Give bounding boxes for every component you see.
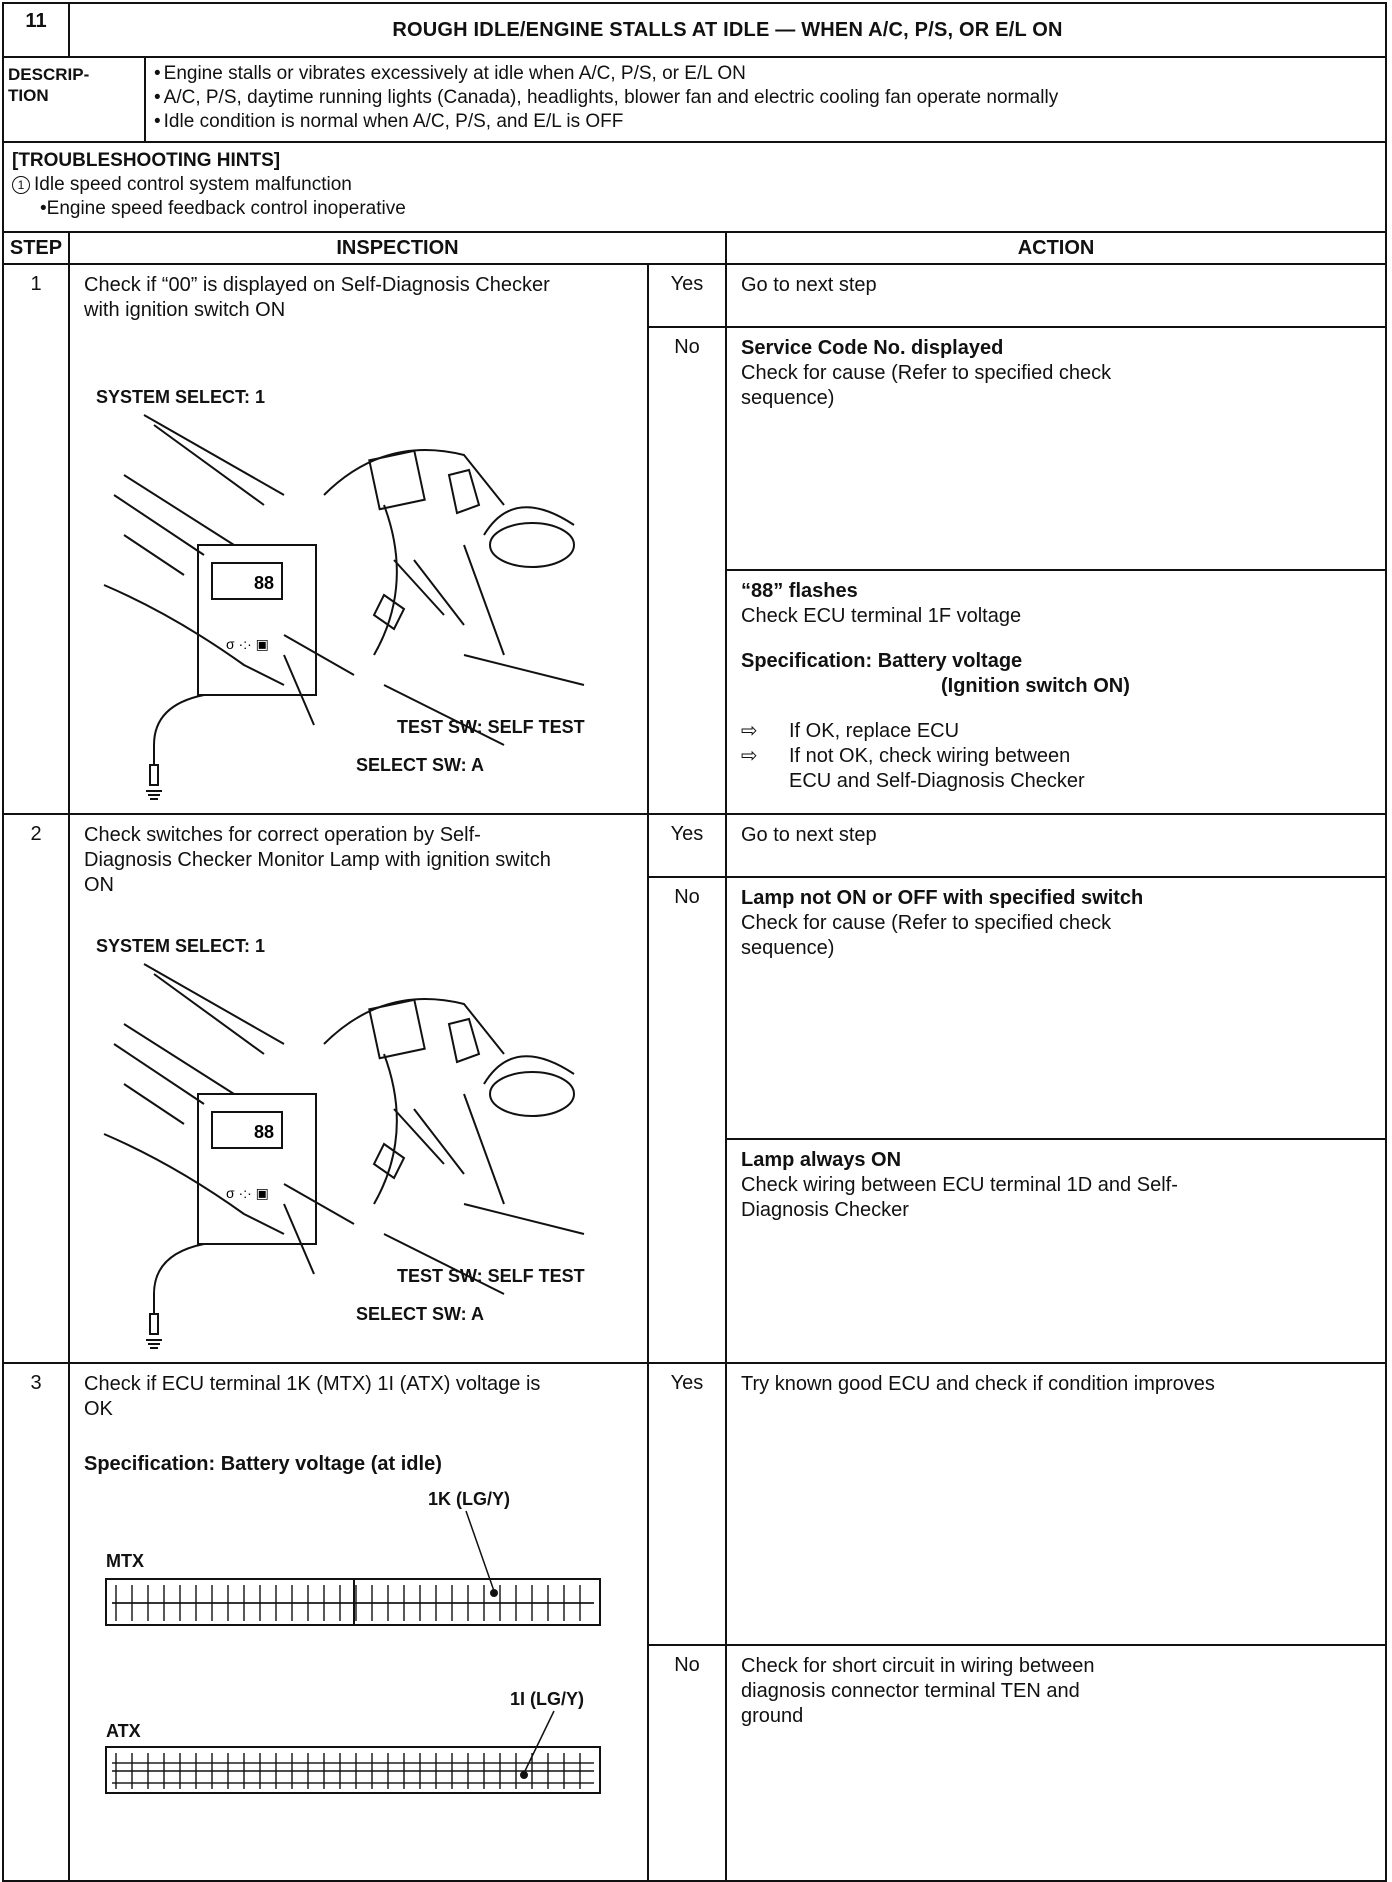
checker-display: 88 <box>254 1122 275 1142</box>
procedure-title: ROUGH IDLE/ENGINE STALLS AT IDLE — WHEN A/C, P/S, OR E/L ON <box>69 3 1386 57</box>
description-item: • Idle condition is normal when A/C, P/S, and E/L is OFF <box>154 110 1377 134</box>
description-item: • Engine stalls or vibrates excessively at idle when A/C, P/S, or E/L ON <box>154 62 1377 86</box>
troubleshooting-table <box>2 2 1387 1882</box>
column-header-action: ACTION <box>726 232 1386 264</box>
atx-label: ATX <box>106 1721 141 1741</box>
yes-action: Go to next step <box>726 264 1386 327</box>
checker-connection-diagram: SYSTEM SELECT: 1 88 σ ·:· ▣ TEST SW: SELF TEST SELECT SW: A <box>84 934 624 1354</box>
checker-display: 88 <box>254 573 275 593</box>
svg-text:σ ·:· ▣: σ ·:· ▣ <box>226 636 269 652</box>
atx-pin-label: 1I (LG/Y) <box>510 1689 585 1709</box>
arrow-right-icon: ⇨ <box>741 745 758 767</box>
troubleshooting-hints <box>3 142 1386 232</box>
yes-action: Try known good ECU and check if condition improves <box>726 1363 1386 1645</box>
hint-item: 1 Idle speed control system malfunction <box>12 173 1377 197</box>
step-inspection: Check switches for correct operation by Self-Diagnosis Checker Monitor Lamp with ignition switch ON SYSTEM SELECT: 1 88 σ ·:· ▣ TEST SW: SELF TEST SELECT SW: A <box>69 814 648 1363</box>
step-2-row <box>3 814 1386 877</box>
troubleshooting-page <box>2 2 1387 1835</box>
procedure-number: 11 <box>3 3 69 57</box>
yes-label: Yes <box>648 1363 726 1645</box>
no-action-b: Lamp always ON Check wiring between ECU terminal 1D and Self-Diagnosis Checker <box>726 1139 1386 1363</box>
step-3-row <box>3 1363 1386 1645</box>
step-inspection: Check if “00” is displayed on Self-Diagnosis Checker with ignition switch ON SYSTEM SELECT: 1 88 σ ·:· ▣ TEST SW: SELF TEST SELECT SW: A <box>69 264 648 814</box>
step-inspection: Check if ECU terminal 1K (MTX) 1I (ATX) voltage is OK Specification: Battery voltage (at idle) 1K (LG/Y) MTX 1I (LG/Y) ATX <box>69 1363 648 1881</box>
no-action-b: “88” flashes Check ECU terminal 1F voltage Specification: Battery voltage (Ignition switch ON) ⇨ If OK, replace ECU ⇨ If not OK, check wiring between ECU and Self-Diagnosis Checker <box>726 570 1386 814</box>
yes-label: Yes <box>648 264 726 327</box>
ecu-connector-diagram <box>84 1483 624 1813</box>
step-number: 1 <box>3 264 69 814</box>
arrow-right-icon: ⇨ <box>741 720 758 742</box>
description-item: • A/C, P/S, daytime running lights (Canada), headlights, blower fan and electric cooling fan operate normally <box>154 86 1377 110</box>
no-label: No <box>648 1645 726 1881</box>
description-list <box>145 57 1386 142</box>
column-header-inspection: INSPECTION <box>69 232 726 264</box>
no-label: No <box>648 327 726 814</box>
mtx-label: MTX <box>106 1551 144 1571</box>
yes-action: Go to next step <box>726 814 1386 877</box>
hints-heading: [TROUBLESHOOTING HINTS] <box>12 150 281 171</box>
no-action: Check for short circuit in wiring between diagnosis connector terminal TEN and ground <box>726 1645 1386 1881</box>
no-action-a: Service Code No. displayed Check for cause (Refer to specified check sequence) <box>726 327 1386 570</box>
column-header-step: STEP <box>3 232 69 264</box>
mtx-pin-label: 1K (LG/Y) <box>428 1489 511 1509</box>
step-number: 2 <box>3 814 69 1363</box>
step-1-row <box>3 264 1386 327</box>
checker-connection-diagram: SYSTEM SELECT: 1 88 σ ·:· ▣ TEST SW: SELF TEST SELECT SW: A <box>84 385 624 805</box>
no-action-a: Lamp not ON or OFF with specified switch Check for cause (Refer to specified check sequence) <box>726 877 1386 1139</box>
description-label: DESCRIP- TION <box>3 57 145 142</box>
hint-sub-item: • Engine speed feedback control inoperative <box>12 197 1377 221</box>
circled-number-icon: 1 <box>12 176 30 194</box>
step-number: 3 <box>3 1363 69 1881</box>
yes-label: Yes <box>648 814 726 877</box>
svg-text:σ ·:· ▣: σ ·:· ▣ <box>226 1185 269 1201</box>
no-label: No <box>648 877 726 1363</box>
